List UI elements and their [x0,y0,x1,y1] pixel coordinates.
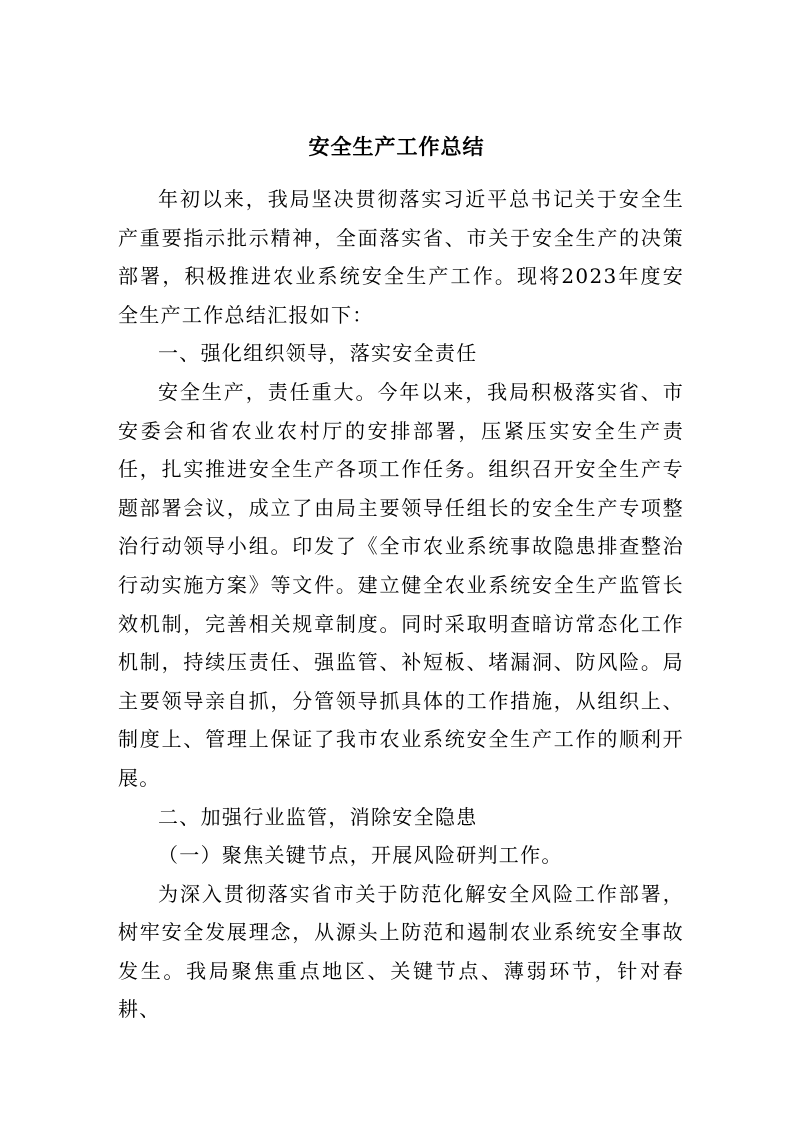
section-heading-2: 二、加强行业监管，消除安全隐患 [158,804,478,829]
section-1-paragraph: 安全生产，责任重大。今年以来，我局积极落实省、市安委会和省农业农村厅的安排部署，压紧压实安全生产责任，扎实推进安全生产各项工作任务。组织召开安全生产专题部署会议，成立了由局主要领导任组长的安全生产专项整治行动领导小组。印发了《全市农业系统事故隐患排查整治行动实施方案》等文件。建立健全农业系统安全生产监管长效机制，完善相关规章制度。同时采取明查暗访常态化工作机制，持续压责任、强监管、补短板、堵漏洞、防风险。局主要领导亲自抓，分管领导抓具体的工作措施，从组织上、制度上、管理上保证了我市农业系统安全生产工作的顺利开展。 [118,379,684,790]
subsection-2-1-paragraph: 为深入贯彻落实省市关于防范化解安全风险工作部署，树牢安全发展理念，从源头上防范和遏制农业系统安全事故发生。我局聚焦重点地区、关键节点、薄弱环节，针对春耕、 [118,881,684,1022]
document-title: 安全生产工作总结 [308,134,485,159]
document-body [118,180,684,1029]
intro-paragraph: 年初以来，我局坚决贯彻落实习近平总书记关于安全生产重要指示批示精神，全面落实省、市关于安全生产的决策部署，积极推进农业系统安全生产工作。现将2023年度安全生产工作总结汇报如下： [118,187,684,327]
subsection-heading-2-1: （一）聚焦关键节点，开展风险研判工作。 [158,843,563,868]
section-heading-1: 一、强化组织领导，落实安全责任 [158,341,478,366]
